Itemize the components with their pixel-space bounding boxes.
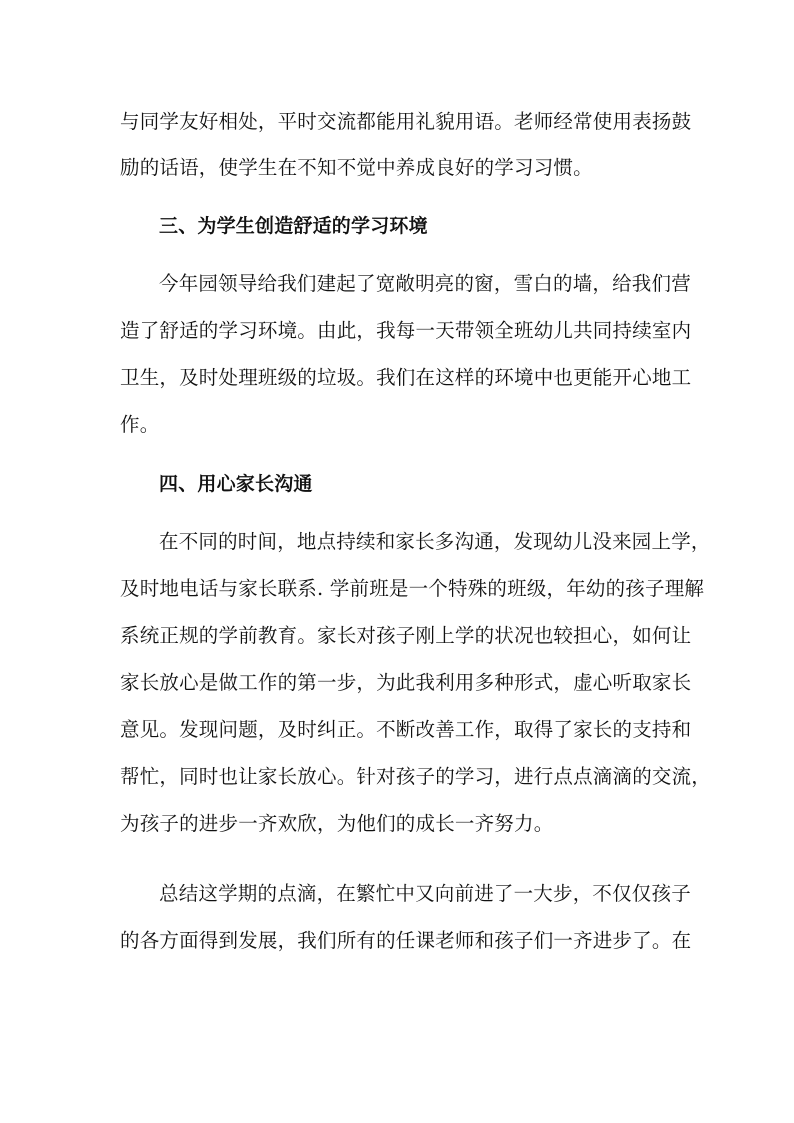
paragraph-line: 与同学友好相处，平时交流都能用礼貌用语。老师经常使用表扬鼓 <box>120 110 692 133</box>
paragraph-line: 意见。发现问题，及时纠正。不断改善工作，取得了家长的支持和 <box>120 718 692 741</box>
section-heading: 四、用心家长沟通 <box>159 473 313 495</box>
paragraph-line: 作。 <box>120 413 160 436</box>
paragraph-line: 系统正规的学前教育。家长对孩子刚上学的状况也较担心，如何让 <box>120 624 692 647</box>
paragraph-line: 为孩子的进步一齐欢欣，为他们的成长一齐努力。 <box>120 812 554 835</box>
paragraph-line: 励的话语，使学生在不知不觉中养成良好的学习习惯。 <box>120 156 593 179</box>
paragraph-line: 卫生，及时处理班级的垃圾。我们在这样的环境中也更能开心地工 <box>120 366 692 389</box>
paragraph-line: 造了舒适的学习环境。由此，我每一天带领全班幼儿共同持续室内 <box>120 319 692 342</box>
paragraph-line: 及时地电话与家长联系. 学前班是一个特殊的班级，年幼的孩子理解 <box>120 577 705 600</box>
paragraph-line: 家长放心是做工作的第一步，为此我利用多种形式，虚心听取家长 <box>120 671 692 694</box>
paragraph-line: 在不同的时间，地点持续和家长多沟通，发现幼儿没来园上学， <box>159 530 711 553</box>
paragraph-line: 帮忙，同时也让家长放心。针对孩子的学习，进行点点滴滴的交流， <box>120 765 712 788</box>
paragraph-line: 的各方面得到发展，我们所有的任课老师和孩子们一齐进步了。在 <box>120 929 692 952</box>
paragraph-line: 总结这学期的点滴，在繁忙中又向前进了一大步，不仅仅孩子 <box>159 882 691 905</box>
paragraph-line: 今年园领导给我们建起了宽敞明亮的窗，雪白的墙，给我们营 <box>159 272 691 295</box>
section-heading: 三、为学生创造舒适的学习环境 <box>159 215 428 237</box>
